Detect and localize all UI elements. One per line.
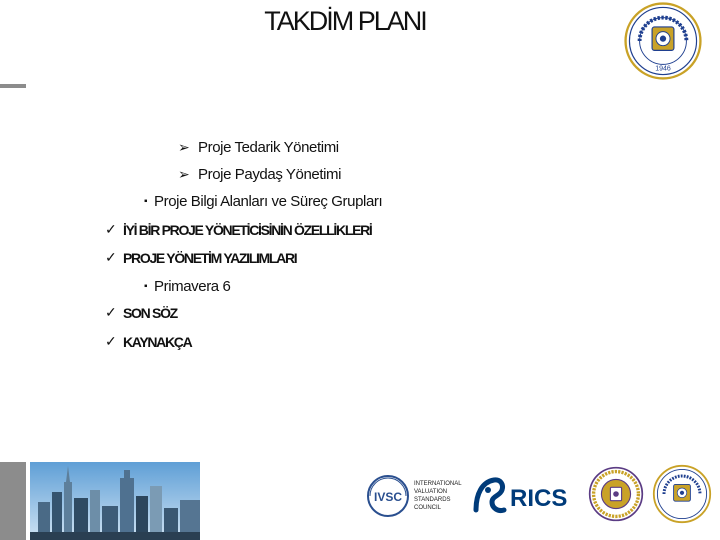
rics-logo-icon (470, 474, 580, 518)
university-seal-icon (588, 464, 644, 524)
check-bullet-icon: ✓ (105, 304, 117, 320)
city-skyline-image (30, 462, 200, 540)
check-bullet-icon: ✓ (105, 221, 117, 237)
list-item (105, 221, 372, 238)
list-item-text: SON SÖZ (123, 304, 177, 321)
list-item-text: Proje Bilgi Alanları ve Süreç Grupları (154, 193, 383, 210)
list-item (105, 249, 296, 266)
square-bullet-icon: ▪ (144, 196, 148, 207)
svg-text:INTERNATIONAL: INTERNATIONAL (414, 481, 462, 487)
list-item-text: Primavera 6 (154, 278, 231, 295)
arrow-bullet-icon: ➢ (178, 139, 190, 155)
list-item (105, 304, 177, 321)
ivsc-logo-icon (366, 474, 464, 518)
check-bullet-icon: ✓ (105, 333, 117, 349)
square-bullet-icon: ▪ (144, 281, 148, 292)
page-title: TAKDİM PLANI (264, 6, 426, 36)
svg-text:IVSC: IVSC (373, 490, 403, 504)
list-item-text: Proje Tedarik Yönetimi (198, 139, 339, 156)
list-item-text: İYİ BİR PROJE YÖNETİCİSİNİN ÖZELLİKLERİ (123, 221, 372, 238)
seal-year: 1946 (655, 65, 671, 73)
list-item-text: Proje Paydaş Yönetimi (198, 166, 342, 183)
svg-text:STANDARDS: STANDARDS (414, 497, 451, 503)
check-bullet-icon: ✓ (105, 249, 117, 265)
svg-text:RICS: RICS (510, 485, 568, 512)
arrow-bullet-icon: ➢ (178, 166, 190, 182)
list-item (144, 278, 230, 295)
list-item (144, 193, 382, 210)
list-item-text: KAYNAKÇA (123, 333, 192, 350)
bottom-left-gray-bar (0, 462, 26, 540)
list-item (178, 139, 339, 156)
ankara-university-seal-small-icon (652, 464, 712, 524)
svg-text:COUNCIL: COUNCIL (414, 505, 442, 511)
list-item (178, 166, 341, 183)
svg-text:VALUATION: VALUATION (414, 489, 448, 495)
list-item (105, 333, 191, 350)
list-item-text: PROJE YÖNETİM YAZILIMLARI (123, 249, 297, 266)
